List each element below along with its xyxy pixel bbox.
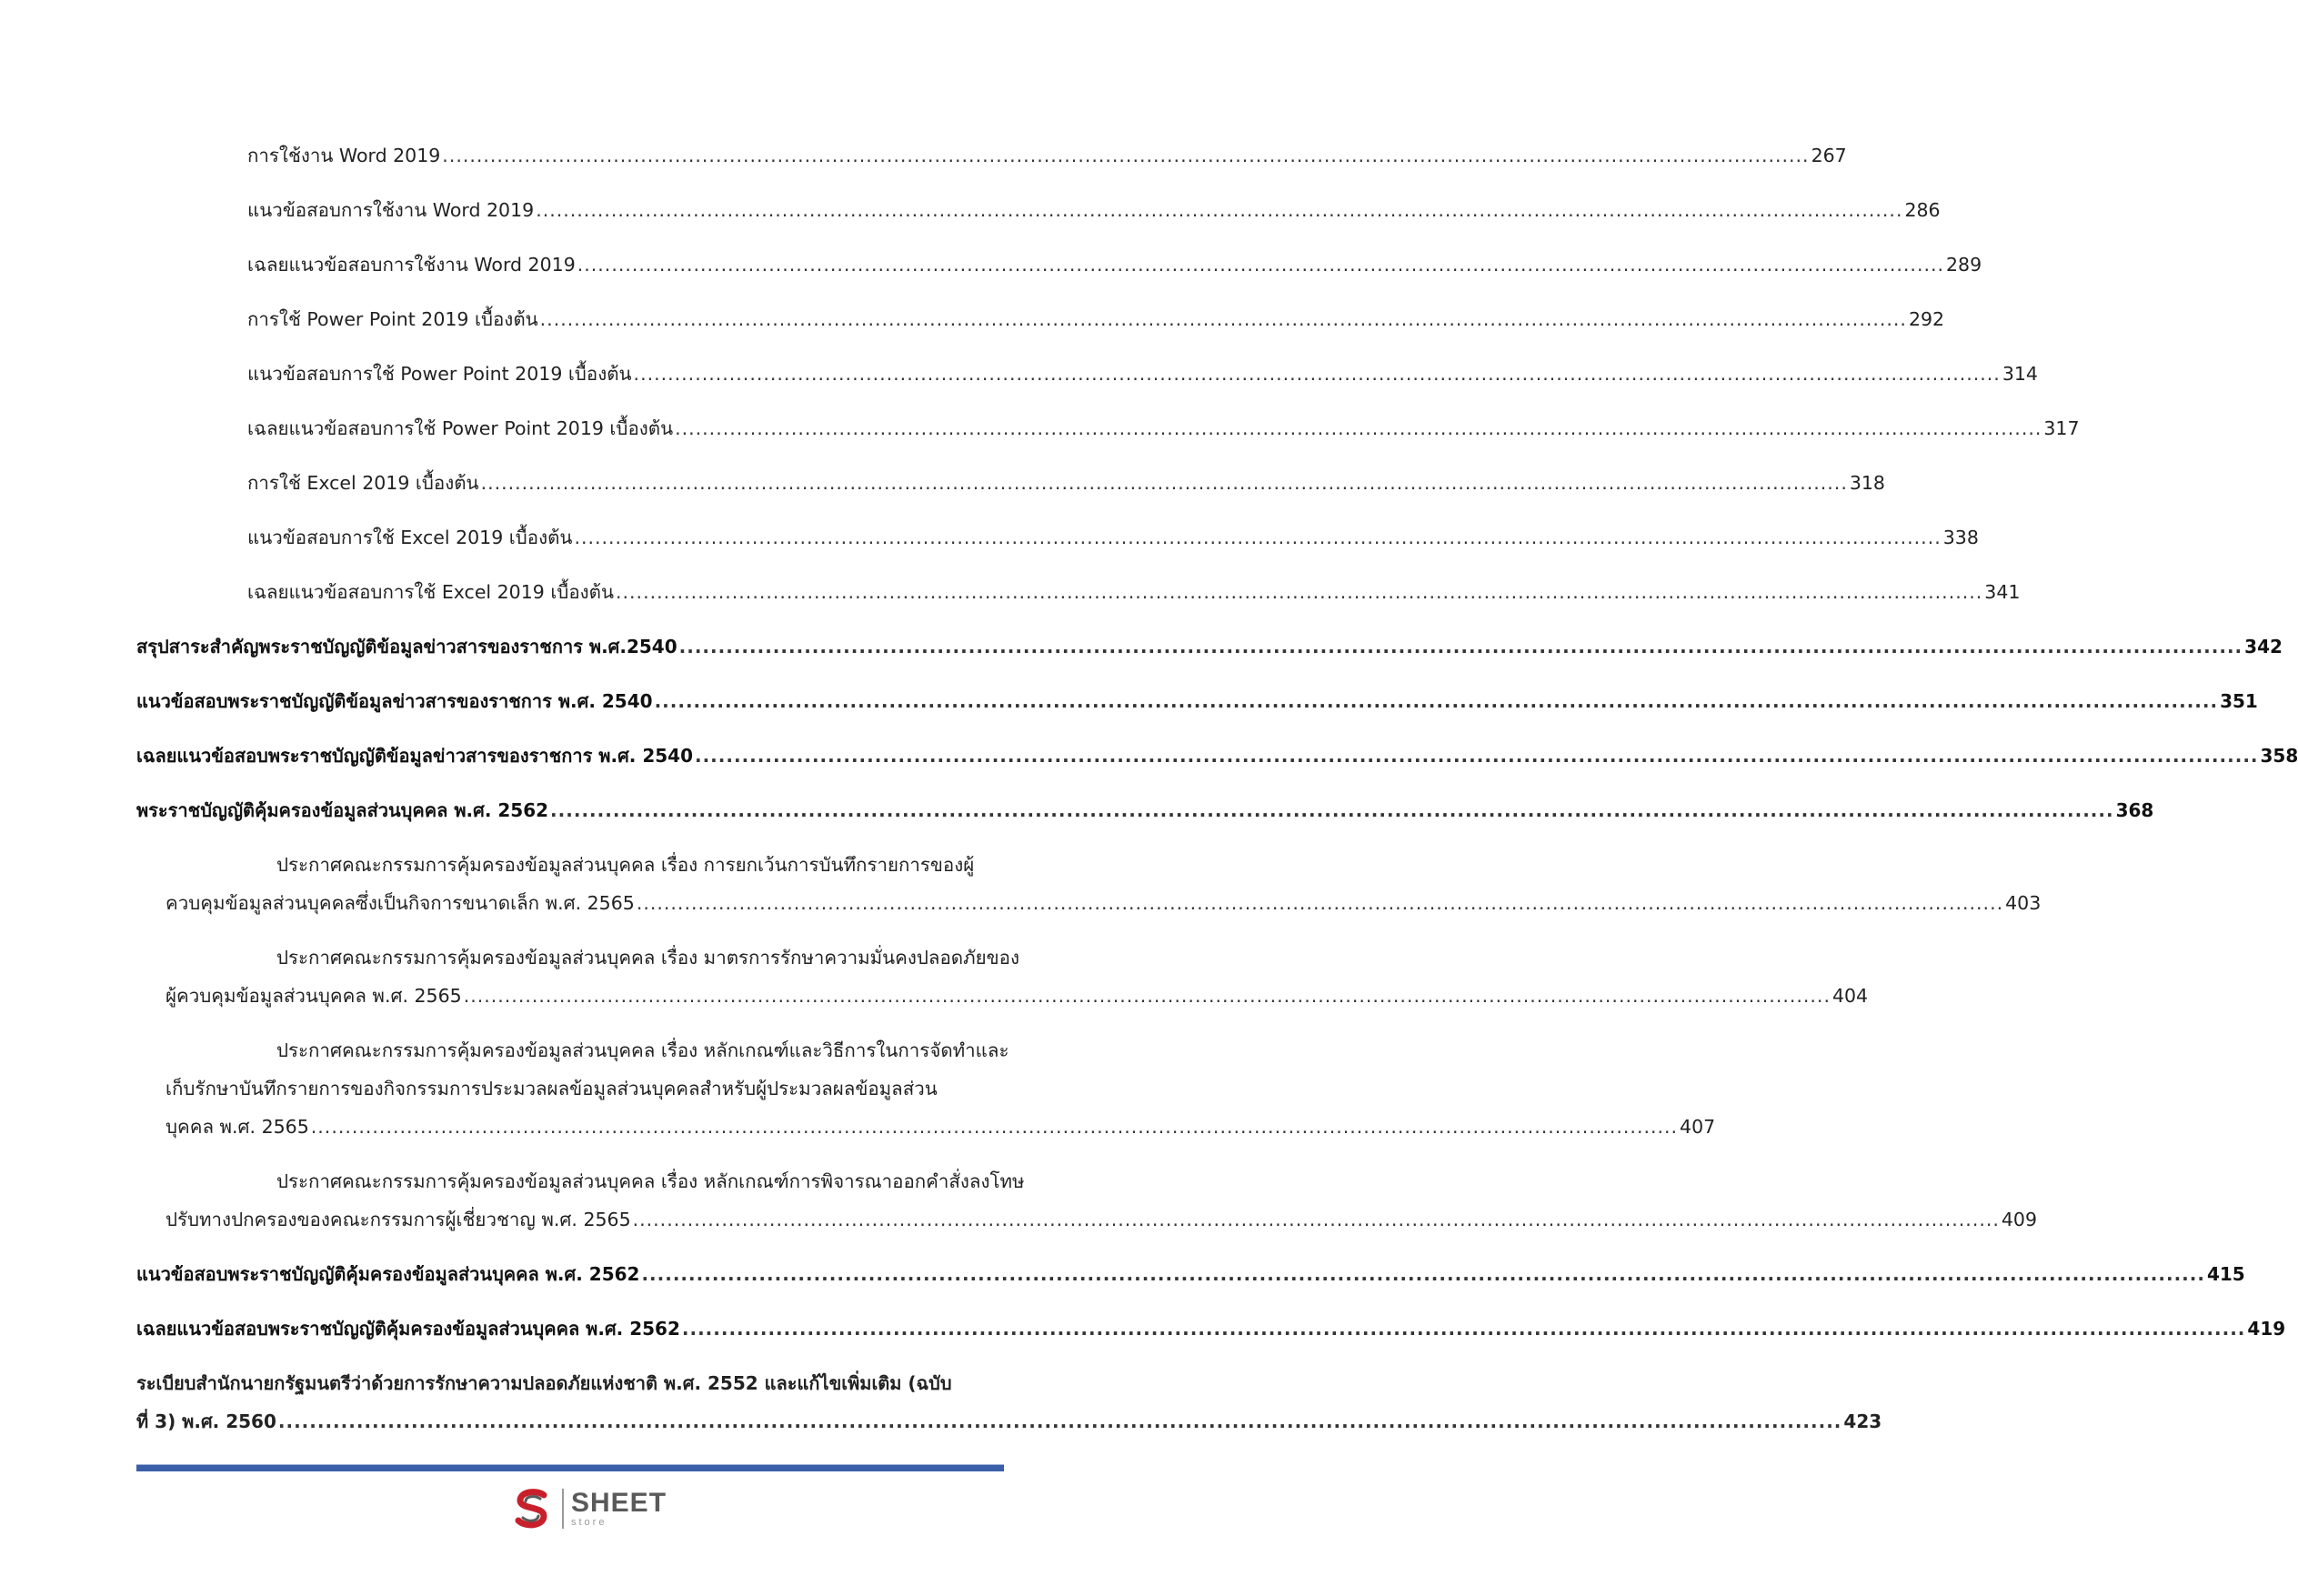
- toc-entry: [136, 355, 2038, 393]
- toc-entry-line: เก็บรักษาบันทึกรายการของกิจกรรมการประมวลผลข้อมูลส่วนบุคคลสำหรับผู้ประมวลผลข้อมูลส่วน: [166, 1078, 938, 1099]
- leader-dots: ........................................................................................................................................................................................................: [574, 527, 1942, 548]
- leader-dots: ........................................................................................................................................................................................................: [681, 1318, 2246, 1340]
- toc-entry-title: แนวข้อสอบการใช้งาน Word 2019: [247, 199, 535, 221]
- leader-dots: ........................................................................................................................................................................................................: [550, 799, 2114, 821]
- toc-page-number: 314: [2002, 363, 2038, 385]
- toc-entry-line: ที่ 3) พ.ศ. 2560: [136, 1410, 276, 1432]
- toc-page-number: 341: [1984, 581, 2021, 603]
- toc-page-number: 286: [1904, 199, 1941, 221]
- toc-page-number: 317: [2043, 417, 2080, 439]
- toc-multiline-entry: [136, 846, 2042, 922]
- toc-multiline-entry: [136, 1162, 2038, 1239]
- toc-page-number: 292: [1908, 308, 1945, 330]
- leader-dots: ........................................................................................................................................................................................................: [616, 581, 1983, 603]
- toc-entry: [136, 409, 2080, 447]
- toc-page-number: 423: [1843, 1410, 1882, 1432]
- toc-entry-title: การใช้งาน Word 2019: [247, 145, 441, 166]
- leader-dots: ........................................................................................................................................................................................................: [641, 1263, 2205, 1285]
- toc-section-entry: [136, 737, 2298, 775]
- leader-dots: ........................................................................................................................................................................................................: [633, 363, 2001, 385]
- toc-entry-line: บุคคล พ.ศ. 2565: [166, 1116, 309, 1138]
- toc-entry: [136, 464, 1885, 502]
- toc-entry-title: เฉลยแนวข้อสอบการใช้งาน Word 2019: [247, 254, 576, 276]
- footer-rule: [136, 1464, 1004, 1471]
- toc-page-number: 403: [2005, 892, 2042, 914]
- toc-entry: [136, 136, 1847, 175]
- toc-entry-line: ควบคุมข้อมูลส่วนบุคคลซึ่งเป็นกิจการขนาดเล็ก พ.ศ. 2565: [166, 892, 635, 914]
- toc-section-entry: [136, 791, 2154, 829]
- toc-entry-line: ผู้ควบคุมข้อมูลส่วนบุคคล พ.ศ. 2565: [166, 985, 462, 1007]
- toc-entry: [136, 518, 1979, 557]
- leader-dots: ........................................................................................................................................................................................................: [675, 417, 2042, 439]
- toc-entry-title: แนวข้อสอบพระราชบัญญัติข้อมูลข่าวสารของราชการ พ.ศ. 2540: [136, 690, 653, 712]
- leader-dots: ........................................................................................................................................................................................................: [577, 254, 1945, 276]
- toc-section-multiline-entry: [136, 1364, 1882, 1440]
- toc-entry-title: เฉลยแนวข้อสอบการใช้ Excel 2019 เบื้องต้น: [247, 581, 614, 603]
- toc-page-number: 289: [1946, 254, 1982, 276]
- toc-multiline-entry: [136, 1031, 1716, 1146]
- table-of-contents: [136, 136, 2298, 1457]
- toc-entry-title: เฉลยแนวข้อสอบการใช้ Power Point 2019 เบื้องต้น: [247, 417, 674, 439]
- leader-dots: ........................................................................................................................................................................................................: [480, 472, 1848, 494]
- toc-entry-title: แนวข้อสอบการใช้ Power Point 2019 เบื้องต้น: [247, 363, 632, 385]
- leader-dots: ........................................................................................................................................................................................................: [536, 199, 1903, 221]
- toc-section-entry: [136, 627, 2283, 666]
- toc-page-number: 419: [2247, 1318, 2286, 1340]
- logo-sub: store: [571, 1517, 607, 1528]
- toc-entry-line: ปรับทางปกครองของคณะกรรมการผู้เชี่ยวชาญ พ.ศ. 2565: [166, 1209, 631, 1230]
- toc-entry-title: แนวข้อสอบพระราชบัญญัติคุ้มครองข้อมูลส่วนบุคคล พ.ศ. 2562: [136, 1263, 640, 1285]
- toc-entry-title: แนวข้อสอบการใช้ Excel 2019 เบื้องต้น: [247, 527, 573, 548]
- toc-page-number: 342: [2244, 636, 2283, 657]
- toc-entry-title: พระราชบัญญัติคุ้มครองข้อมูลส่วนบุคคล พ.ศ. 2562: [136, 799, 549, 821]
- toc-entry-line: ประกาศคณะกรรมการคุ้มครองข้อมูลส่วนบุคคล เรื่อง หลักเกณฑ์และวิธีการในการจัดทำและ: [276, 1039, 1009, 1061]
- toc-entry-title: เฉลยแนวข้อสอบพระราชบัญญัติข้อมูลข่าวสารของราชการ พ.ศ. 2540: [136, 745, 693, 767]
- leader-dots: ........................................................................................................................................................................................................: [463, 985, 1831, 1007]
- toc-entry-title: การใช้ Excel 2019 เบื้องต้น: [247, 472, 479, 494]
- toc-page-number: 415: [2206, 1263, 2245, 1285]
- toc-entry: [136, 246, 1982, 284]
- toc-section-entry: [136, 1310, 2286, 1348]
- toc-section-entry: [136, 1255, 2245, 1293]
- leader-dots: ........................................................................................................................................................................................................: [277, 1410, 1842, 1432]
- logo-separator: [562, 1489, 564, 1529]
- leader-dots: ........................................................................................................................................................................................................: [310, 1116, 1679, 1138]
- toc-entry: [136, 300, 1945, 338]
- toc-entry-title: การใช้ Power Point 2019 เบื้องต้น: [247, 308, 538, 330]
- toc-page-number: 267: [1811, 145, 1847, 166]
- leader-dots: ........................................................................................................................................................................................................: [678, 636, 2243, 657]
- toc-page-number: 318: [1849, 472, 1885, 494]
- toc-multiline-entry: [136, 939, 1869, 1015]
- toc-entry-line: ประกาศคณะกรรมการคุ้มครองข้อมูลส่วนบุคคล เรื่อง หลักเกณฑ์การพิจารณาออกคำสั่งลงโทษ: [276, 1170, 1025, 1192]
- toc-section-entry: [136, 682, 2258, 720]
- toc-entry-line: ประกาศคณะกรรมการคุ้มครองข้อมูลส่วนบุคคล เรื่อง การยกเว้นการบันทึกรายการของผู้: [276, 854, 975, 876]
- toc-page-number: 338: [1942, 527, 1979, 548]
- leader-dots: ........................................................................................................................................................................................................: [636, 892, 2004, 914]
- toc-page-number: 404: [1831, 985, 1869, 1007]
- toc-entry-line: ระเบียบสำนักนายกรัฐมนตรีว่าด้วยการรักษาความปลอดภัยแห่งชาติ พ.ศ. 2552 และแก้ไขเพิ่มเติม (ฉบับ: [136, 1372, 952, 1394]
- leader-dots: ........................................................................................................................................................................................................: [632, 1209, 2000, 1230]
- toc-entry-title: เฉลยแนวข้อสอบพระราชบัญญัติคุ้มครองข้อมูลส่วนบุคคล พ.ศ. 2562: [136, 1318, 680, 1340]
- leader-dots: ........................................................................................................................................................................................................: [654, 690, 2219, 712]
- logo-brand: SHEET: [571, 1488, 667, 1518]
- toc-page-number: 409: [2001, 1209, 2038, 1230]
- leader-dots: ........................................................................................................................................................................................................: [539, 308, 1907, 330]
- toc-entry: [136, 191, 1941, 229]
- sheet-store-s-icon: [509, 1486, 555, 1531]
- toc-entry: [136, 573, 2021, 611]
- toc-page-number: 368: [2115, 799, 2154, 821]
- toc-page-number: 351: [2220, 690, 2258, 712]
- logo-text: [571, 1490, 667, 1528]
- toc-page-number: 407: [1680, 1116, 1716, 1138]
- leader-dots: ........................................................................................................................................................................................................: [442, 145, 1810, 166]
- toc-page-number: 358: [2260, 745, 2298, 767]
- toc-entry-line: ประกาศคณะกรรมการคุ้มครองข้อมูลส่วนบุคคล เรื่อง มาตรการรักษาความมั่นคงปลอดภัยของ: [276, 947, 1019, 969]
- toc-entry-title: สรุปสาระสำคัญพระราชบัญญัติข้อมูลข่าวสารของราชการ พ.ศ.2540: [136, 636, 677, 657]
- leader-dots: ........................................................................................................................................................................................................: [694, 745, 2259, 767]
- sheet-store-logo: [509, 1486, 667, 1531]
